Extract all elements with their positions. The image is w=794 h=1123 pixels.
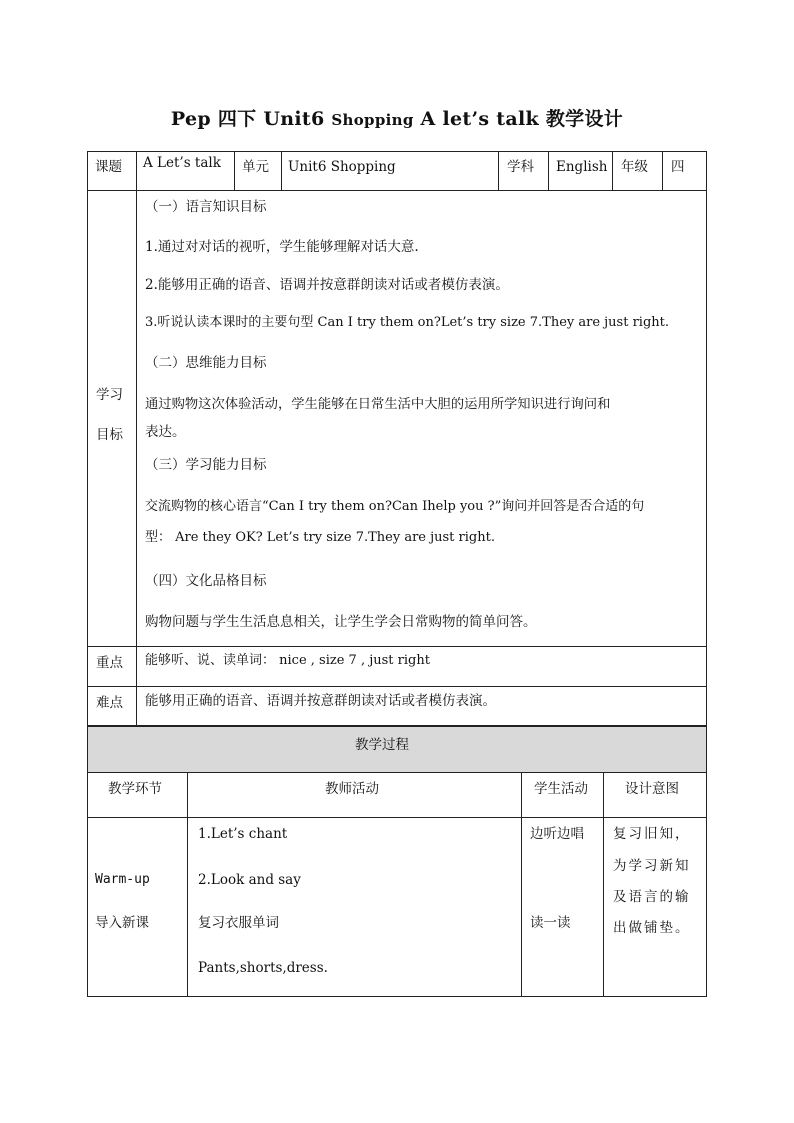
row-divider [87, 646, 707, 647]
row-divider [87, 190, 707, 191]
objective-item: 2.能够用正确的语音、语调并按意群朗读对话或者模仿表演。 [145, 277, 509, 293]
objective-text: 通过购物这次体验活动，学生能够在日常生活中大胆的运用所学知识进行询问和 [145, 397, 611, 412]
objectives-label-line2: 目标 [96, 427, 123, 443]
unit-value: Unit6 Shopping [288, 159, 396, 175]
row-divider [87, 817, 707, 818]
document-title [0, 104, 794, 131]
objective-text: 型： Are they OK? Let’s try size 7.They are just right. [145, 530, 495, 545]
design-purpose: 出做铺垫。 [613, 920, 691, 936]
design-purpose: 及语言的输 [613, 889, 691, 905]
col-divider [136, 151, 137, 726]
student-activity: 读一读 [530, 915, 571, 931]
col-divider [662, 151, 663, 190]
objective-text: 交流购物的核心语言“Can I try them on?Can Ihelp you ?”询问并回答是否合适的句 [145, 499, 645, 514]
objective-text: 表达。 [145, 424, 186, 440]
objective-item: 3.听说认读本课时的主要句型 Can I try them on?Let’s try size 7.They are just right. [145, 315, 670, 330]
stage-name: 导入新课 [95, 915, 149, 931]
col-divider [187, 772, 188, 997]
unit-label: 单元 [242, 159, 269, 175]
objectives-label-line1: 学习 [96, 387, 123, 403]
row-divider [87, 772, 707, 773]
objective-section-title: （一）语言知识目标 [145, 199, 267, 215]
difficulties-label: 难点 [96, 695, 123, 711]
objective-text: 购物问题与学生生活息息相关，让学生学会日常购物的简单问答。 [145, 614, 537, 630]
col-divider [612, 151, 613, 190]
objective-section-title: （四）文化品格目标 [145, 573, 267, 589]
grade-label: 年级 [621, 159, 648, 175]
column-header: 设计意图 [625, 781, 679, 797]
student-activity: 边听边唱 [530, 826, 584, 842]
design-purpose: 复习旧知， [613, 826, 691, 842]
col-divider [281, 151, 282, 190]
column-header: 学生活动 [534, 781, 588, 797]
teacher-activity: 复习衣服单词 [198, 915, 279, 931]
objective-section-title: （二）思维能力目标 [145, 355, 267, 371]
column-header: 教学环节 [108, 781, 162, 797]
teacher-activity: Pants,shorts,dress. [198, 960, 328, 976]
objective-section-title: （三）学习能力目标 [145, 457, 267, 473]
subject-label: 学科 [507, 159, 534, 175]
process-header: 教学过程 [355, 737, 409, 753]
topic-value: A Let’s talk [143, 155, 221, 171]
difficulties-value: 能够用正确的语音、语调并按意群朗读对话或者模仿表演。 [145, 693, 496, 709]
topic-label: 课题 [95, 159, 122, 175]
objective-item: 1.通过对对话的视听，学生能够理解对话大意. [145, 239, 419, 255]
key-points-label: 重点 [96, 655, 123, 671]
design-purpose: 为学习新知 [613, 858, 691, 874]
key-points-value: 能够听、说、读单词： nice , size 7 , just right [145, 653, 430, 668]
subject-value: English [556, 159, 608, 175]
title-main: Pep 四下 Unit6 [170, 108, 325, 130]
title-english: Shopping [331, 111, 414, 129]
column-header: 教师活动 [325, 781, 379, 797]
col-divider [548, 151, 549, 190]
teacher-activity: 2.Look and say [198, 872, 301, 888]
row-divider [87, 686, 707, 687]
teacher-activity: 1.Let’s chant [198, 826, 288, 842]
col-divider [603, 772, 604, 997]
col-divider [234, 151, 235, 190]
title-rest: A let’s talk 教学设计 [420, 108, 624, 130]
stage-name: Warm-up [95, 872, 150, 887]
grade-value: 四 [671, 159, 685, 175]
col-divider [521, 772, 522, 997]
col-divider [498, 151, 499, 190]
